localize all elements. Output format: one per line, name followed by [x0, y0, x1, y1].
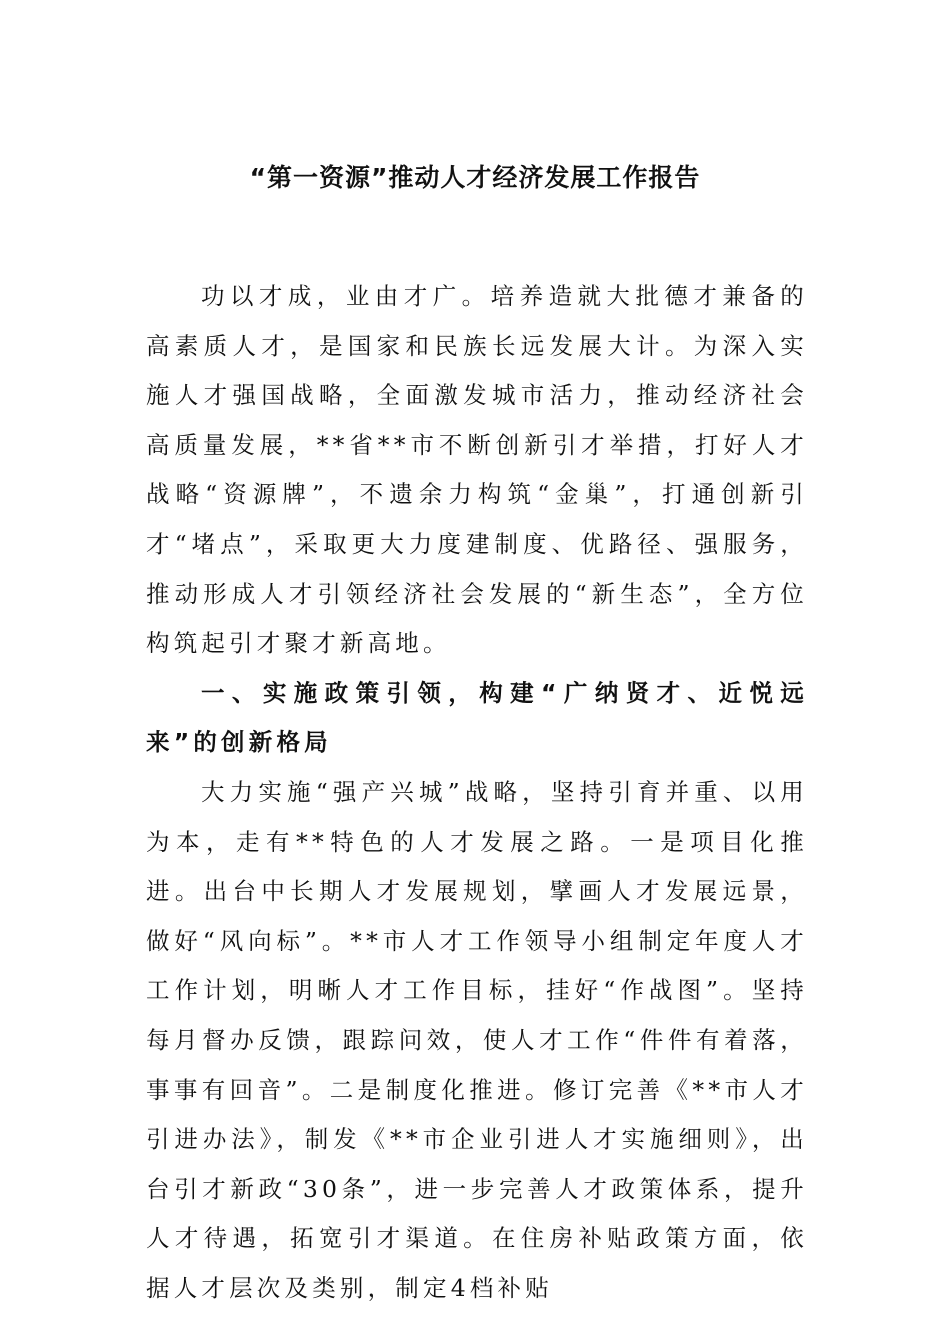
intro-paragraph: 功以才成，业由才广。培养造就大批德才兼备的高素质人才，是国家和民族长远发展大计。为深入实施人才强国战略，全面激发城市活力，推动经济社会高质量发展，**省**市不断创新引才举措，打好人才战略“资源牌”，不遗余力构筑“金巢”，打通创新引才“堵点”，采取更大力度建制度、优路径、强服务，推动形成人才引领经济社会发展的“新生态”，全方位构筑起引才聚才新高地。	[146, 282, 808, 658]
section-heading: 一、实施政策引领，构建“广纳贤才、近悦远来”的创新格局	[146, 678, 808, 757]
document-body	[146, 272, 808, 1313]
document-title: “第一资源”推动人才经济发展工作报告	[249, 163, 701, 192]
section-paragraph: 大力实施“强产兴城”战略，坚持引育并重、以用为本，走有**特色的人才发展之路。一是项目化推进。出台中长期人才发展规划，擘画人才发展远景，做好“风向标”。**市人才工作领导小组制定年度人才工作计划，明晰人才工作目标，挂好“作战图”。坚持每月督办反馈，跟踪问效，使人才工作“件件有着落，事事有回音”。二是制度化推进。修订完善《**市人才引进办法》，制发《**市企业引进人才实施细则》，出台引才新政“30条”，进一步完善人才政策体系，提升人才待遇，拓宽引才渠道。在住房补贴政策方面，依据人才层次及类别，制定4档补贴	[146, 777, 808, 1302]
